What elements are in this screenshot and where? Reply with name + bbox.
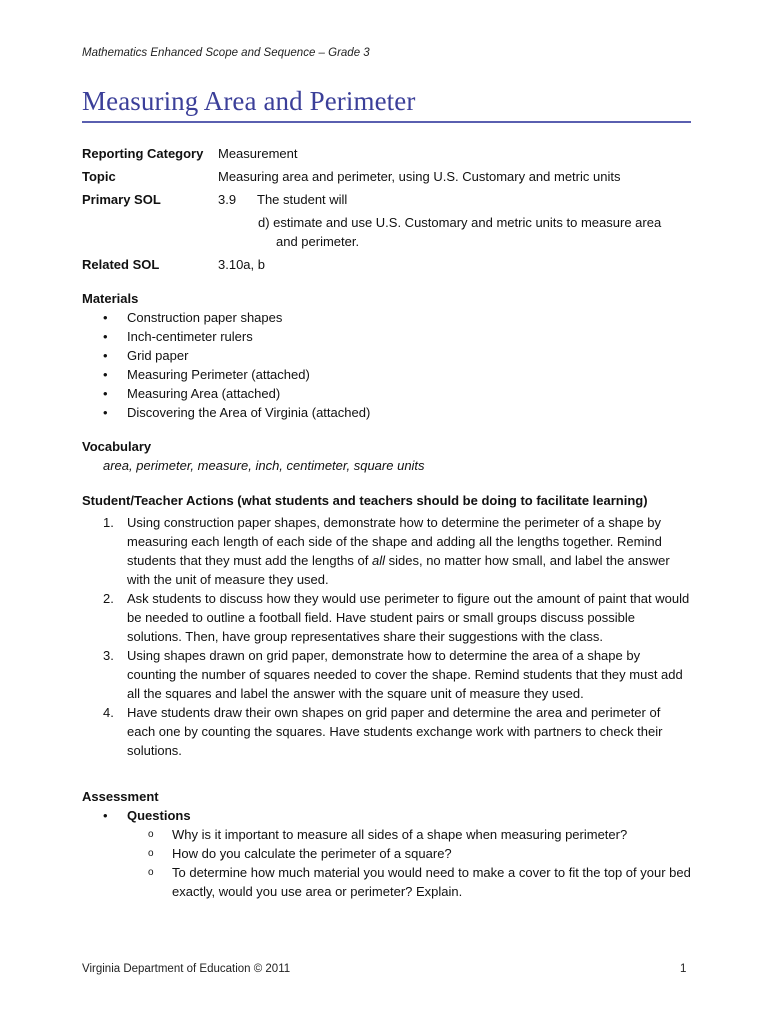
circle-bullet-icon: o [148, 829, 154, 840]
related-sol-value: 3.10a, b [218, 257, 265, 272]
questions-list [82, 825, 692, 901]
assessment-list [82, 806, 692, 825]
question-item [82, 844, 692, 863]
material-text: Measuring Perimeter (attached) [127, 367, 310, 382]
vocabulary-heading: Vocabulary [82, 439, 152, 454]
actions-heading: Student/Teacher Actions (what students and teachers should be doing to facilitate learning) [82, 493, 648, 508]
bullet-icon: • [103, 405, 108, 420]
action-item [82, 589, 692, 646]
primary-sol-label: Primary SOL [82, 192, 161, 207]
action-text: Have students draw their own shapes on grid paper and determine the area and perimeter of each one by counting the squares. Have students exchange work with partners to check their solutions. [127, 705, 663, 758]
vocabulary-terms: area, perimeter, measure, inch, centimeter, square units [103, 458, 425, 473]
related-sol-label: Related SOL [82, 257, 160, 272]
question-item [82, 825, 692, 844]
primary-sol-d-row [82, 213, 692, 255]
related-sol-row [82, 255, 692, 278]
action-text: Using shapes drawn on grid paper, demonstrate how to determine the area of a shape by counting the number of squares needed to cover the shape. Remind students that they must add all the squares and label the answer with the square unit of measure they used. [127, 648, 683, 701]
reporting-category-label: Reporting Category [82, 146, 204, 161]
materials-section [82, 289, 692, 422]
action-number: 3. [103, 648, 114, 663]
action-text: Ask students to discuss how they would use perimeter to figure out the amount of paint that would be needed to outline a football field. Have student pairs or small groups discuss possible solutions. Then, have group representatives share their suggestions with the class. [127, 591, 690, 644]
info-block [82, 144, 692, 278]
action-text-end: sides, no matter how small, and label the answer with the unit of measure they used. [127, 553, 670, 587]
action-number: 4. [103, 705, 114, 720]
action-number: 2. [103, 591, 114, 606]
bullet-icon: • [103, 808, 108, 823]
action-text: Using construction paper shapes, demonstrate how to determine the perimeter of a shape by measuring each length of each side of the shape and adding all the lengths together. Remind students that they must add the lengths of [127, 515, 662, 568]
materials-heading: Materials [82, 291, 139, 306]
running-header: Mathematics Enhanced Scope and Sequence – Grade 3 [82, 47, 370, 59]
material-text: Measuring Area (attached) [127, 386, 281, 401]
bullet-icon: • [103, 386, 108, 401]
material-item [82, 346, 692, 365]
footer-copyright: Virginia Department of Education © 2011 [82, 963, 291, 975]
material-text: Grid paper [127, 348, 189, 363]
bullet-icon: • [103, 329, 108, 344]
topic-label: Topic [82, 169, 116, 184]
assessment-section [82, 787, 692, 901]
material-item [82, 308, 692, 327]
list-item [82, 806, 692, 825]
actions-list [82, 513, 692, 760]
assessment-heading: Assessment [82, 789, 159, 804]
question-text: How do you calculate the perimeter of a square? [172, 846, 452, 861]
questions-label: Questions [127, 808, 191, 823]
action-number: 1. [103, 515, 114, 530]
circle-bullet-icon: o [148, 848, 154, 859]
material-text: Construction paper shapes [127, 310, 283, 325]
primary-sol-row [82, 190, 692, 213]
vocabulary-section [82, 437, 692, 475]
material-item [82, 384, 692, 403]
material-item [82, 327, 692, 346]
material-item [82, 403, 692, 422]
primary-sol-intro: The student will [257, 192, 348, 207]
primary-sol-d-line1: d) estimate and use U.S. Customary and metric units to measure area [258, 215, 662, 230]
topic-value: Measuring area and perimeter, using U.S. Customary and metric units [218, 169, 621, 184]
action-item [82, 703, 692, 760]
bullet-icon: • [103, 367, 108, 382]
action-item [82, 646, 692, 703]
actions-section [82, 491, 692, 760]
circle-bullet-icon: o [148, 867, 154, 878]
page-title: Measuring Area and Perimeter [82, 86, 416, 116]
primary-sol-d-line2: and perimeter. [276, 234, 360, 249]
materials-list [82, 308, 692, 422]
material-text: Discovering the Area of Virginia (attached) [127, 405, 371, 420]
bullet-icon: • [103, 310, 108, 325]
question-text: To determine how much material you would need to make a cover to fit the top of your bed exactly, would you use area or perimeter? Explain. [172, 865, 691, 899]
reporting-category-row [82, 144, 692, 167]
bullet-icon: • [103, 348, 108, 363]
page-number: 1 [680, 963, 687, 975]
reporting-category-value: Measurement [218, 146, 298, 161]
title-rule [82, 121, 691, 123]
primary-sol-d [258, 213, 688, 251]
action-emphasis: all [372, 553, 386, 568]
action-item [82, 513, 692, 589]
material-item [82, 365, 692, 384]
question-text: Why is it important to measure all sides of a shape when measuring perimeter? [172, 827, 628, 842]
topic-row [82, 167, 692, 190]
question-item [82, 863, 692, 901]
material-text: Inch-centimeter rulers [127, 329, 253, 344]
primary-sol-number: 3.9 [218, 192, 237, 207]
